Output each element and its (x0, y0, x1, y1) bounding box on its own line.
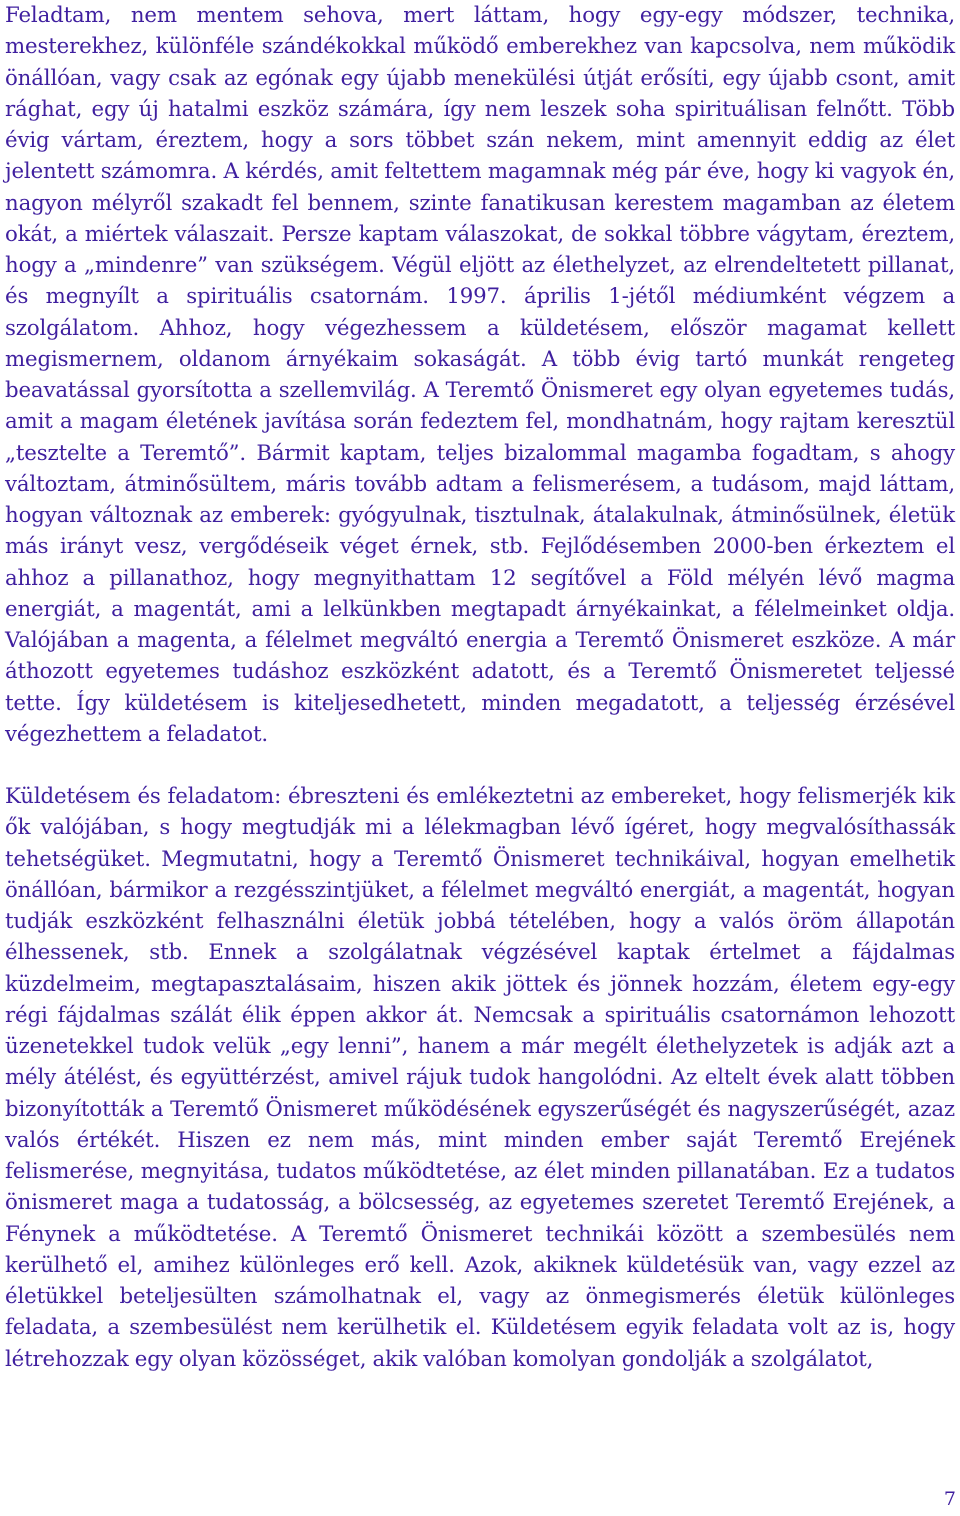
page-number: 7 (943, 1488, 956, 1510)
paragraph-2: Küldetésem és feladatom: ébreszteni és emlékeztetni az embereket, hogy felismerjék kik ők valójában, s hogy megtudják mi a lélekmagban lévő ígéret, hogy megvalósíthassák tehetségüket. Megmutatni, hogy a Teremtő Önismeret technikáival, hogyan emelhetik önállóan, bármikor a rezgésszintjüket, a félelmet megváltó energiát, a magentát, hogyan tudják eszközként felhasználni életük jobbá tételében, hogy a valós öröm állapotán élhessenek, stb. Ennek a szolgálatnak végzésével kaptak értelmet a fájdalmas küzdelmeim, megtapasztalásaim, hiszen akik jöttek és jönnek hozzám, életem egy-egy régi fájdalmas szálát élik éppen akkor át. Nemcsak a spirituális csatornámon lehozott üzenetekkel tudok velük „egy lenni”, hanem a már megélt élethelyzetek is adják azt a mély átélést, és együttérzést, amivel rájuk tudok hangolódni. Az eltelt évek alatt többen bizonyították a Teremtő Önismeret működésének egyszerűségét és nagyszerűségét, azaz valós értékét. Hiszen ez nem más, mint minden ember saját Teremtő Erejének felismerése, megnyitása, tudatos működtetése, az élet minden pillanatában. Ez a tudatos önismeret maga a tudatosság, a bölcsesség, az egyetemes szeretet Teremtő Erejének, a Fénynek a működtetése. A Teremtő Önismeret technikái között a szembesülés nem kerülhető el, amihez különleges erő kell. Azok, akiknek küldetésük van, vagy ezzel az életükkel beteljesülten számolhatnak el, vagy az önmegismerés életük különleges feladata, a szembesülést nem kerülhetik el. Küldetésem egyik feladata volt az is, hogy létrehozzak egy olyan közösséget, akik valóban komolyan gondolják a szolgálatot, (5, 784, 955, 1372)
paragraph-1: Feladtam, nem mentem sehova, mert láttam, hogy egy-egy módszer, technika, mesterekhez, különféle szándékokkal működő emberekhez van kapcsolva, nem működik önállóan, vagy csak az egónak egy újabb menekülési útját erősíti, egy újabb csont, amit rághat, egy új hatalmi eszköz számára, így nem leszek soha spirituálisan felnőtt. Több évig vártam, éreztem, hogy a sors többet szán nekem, mint amennyit eddig az élet jelentett számomra. A kérdés, amit feltettem magamnak még pár éve, hogy ki vagyok én, nagyon mélyről szakadt fel bennem, szinte fanatikusan kerestem magamban az életem okát, a miértek válaszait. Persze kaptam válaszokat, de sokkal többre vágytam, éreztem, hogy a „mindenre” van szükségem. Végül eljött az élethelyzet, az elrendeltetett pillanat, és megnyílt a spirituális csatornám. 1997. április 1-jétől médiumként végzem a szolgálatom. Ahhoz, hogy végezhessem a küldetésem, először magamat kellett megismernem, oldanom árnyékaim sokaságát. A több évig tartó munkát rengeteg beavatással gyorsította a szellemvilág. A Teremtő Önismeret egy olyan egyetemes tudás, amit a magam életének javítása során fedeztem fel, mondhatnám, hogy rajtam keresztül „tesztelte a Teremtő”. Bármit kaptam, teljes bizalommal magamba fogadtam, s ahogy változtam, átminősültem, máris tovább adtam a felismerésem, a tudásom, majd láttam, hogyan változnak az emberek: gyógyulnak, tisztulnak, átalakulnak, átminősülnek, életük más irányt vesz, vergődéseik véget érnek, stb. Fejlődésemben 2000-ben érkeztem el ahhoz a pillanathoz, hogy megnyithattam 12 segítővel a Föld mélyén lévő magma energiát, a magentát, ami a lelkünkben megtapadt árnyékainkat, a félelmeinket oldja. Valójában a magenta, a félelmet megváltó energia a Teremtő Önismeret eszköze. A már áthozott egyetemes tudáshoz eszközként adatott, és a Teremtő Önismeretet teljessé tette. Így küldetésem is kiteljesedhetett, minden megadatott, a teljesség érzésével végezhettem a feladatot. (5, 3, 955, 747)
document-body (5, 0, 955, 1375)
